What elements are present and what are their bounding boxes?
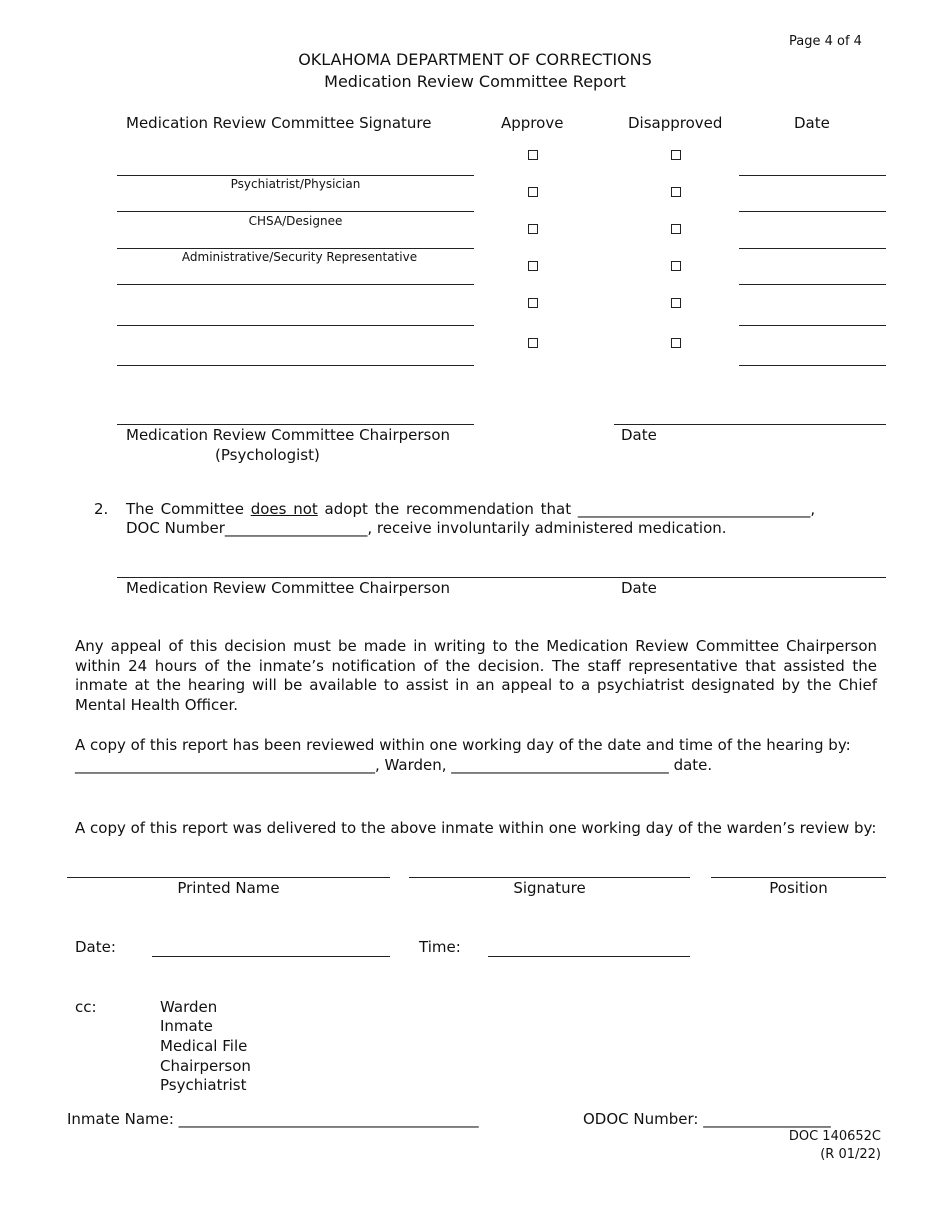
disapprove-checkbox-5[interactable] [671,298,681,308]
form-title: Medication Review Committee Report [324,72,626,91]
review-line-1: A copy of this report has been reviewed within one working day of the date and time of the hearing by: [75,736,851,754]
signature-label: Signature [513,879,586,897]
date-line-2[interactable] [739,211,886,212]
cc-recipient: Warden [160,998,218,1016]
date-line-1[interactable] [739,175,886,176]
date-line-5[interactable] [739,325,886,326]
signature-line-2[interactable] [117,211,474,212]
item2-emphasis: does not [250,500,318,518]
date-line-4[interactable] [739,284,886,285]
approve-checkbox-2[interactable] [528,187,538,197]
item-number: 2. [94,500,109,518]
date-label: Date: [75,938,116,956]
role-label-psychiatrist: Psychiatrist/Physician [230,177,361,191]
signature-line-6[interactable] [117,365,474,366]
odoc-number-field[interactable]: ODOC Number: _________________ [583,1110,831,1128]
delivery-text: A copy of this report was delivered to the above inmate within one working day of the warden’s review by: [75,819,877,837]
item2-line2: DOC Number___________________, receive involuntarily administered medication. [126,519,727,537]
disapprove-checkbox-2[interactable] [671,187,681,197]
item2-text-b: adopt the recommendation that _______________________________, [317,500,816,518]
appeal-paragraph: Any appeal of this decision must be made in writing to the Medication Review Committee Chairperson within 24 hours of the inmate’s notification of the decision. The staff representative that assisted the inmate at the hearing will be available to assist in an appeal to a psychiatrist designated by the Chief Mental Health Officer. [75,637,877,715]
signature-line-5[interactable] [117,325,474,326]
signature-line-4[interactable] [117,284,474,285]
item2-text-a: The Committee [126,500,251,518]
approve-header: Approve [501,114,564,132]
date-line-3[interactable] [739,248,886,249]
disapproved-header: Disapproved [628,114,723,132]
date-header: Date [794,114,830,132]
cc-recipient: Psychiatrist [160,1076,247,1094]
signature-header: Medication Review Committee Signature [126,114,432,132]
chairperson-psychologist-label: (Psychologist) [215,446,320,464]
disapprove-checkbox-1[interactable] [671,150,681,160]
role-label-admin-security: Administrative/Security Representative [181,250,418,264]
date-field-line[interactable] [152,956,390,957]
chairperson-date-label: Date [621,426,657,444]
chairperson-label: Medication Review Committee Chairperson [126,426,451,444]
cc-recipient: Chairperson [160,1057,251,1075]
disapprove-checkbox-4[interactable] [671,261,681,271]
cc-label: cc: [75,998,97,1016]
item2-chairperson-label: Medication Review Committee Chairperson [126,579,451,597]
role-label-chsa: CHSA/Designee [248,214,343,228]
approve-checkbox-1[interactable] [528,150,538,160]
time-field-line[interactable] [488,956,690,957]
position-label: Position [769,879,828,897]
form-revision: (R 01/22) [820,1147,881,1162]
cc-recipient: Medical File [160,1037,248,1055]
approve-checkbox-3[interactable] [528,224,538,234]
approve-checkbox-6[interactable] [528,338,538,348]
disapprove-checkbox-6[interactable] [671,338,681,348]
inmate-name-field[interactable]: Inmate Name: ________________________________________ [67,1110,479,1128]
review-line-2: ________________________________________, Warden, _____________________________ date. [75,756,713,774]
approve-checkbox-4[interactable] [528,261,538,271]
agency-title: OKLAHOMA DEPARTMENT OF CORRECTIONS [298,50,652,69]
time-label: Time: [419,938,461,956]
page-number: Page 4 of 4 [789,34,862,49]
item2-date-label: Date [621,579,657,597]
item2-line1 [126,499,878,519]
date-line-6[interactable] [739,365,886,366]
approve-checkbox-5[interactable] [528,298,538,308]
cc-recipient: Inmate [160,1017,213,1035]
form-number: DOC 140652C [788,1129,881,1144]
disapprove-checkbox-3[interactable] [671,224,681,234]
printed-name-label: Printed Name [177,879,280,897]
